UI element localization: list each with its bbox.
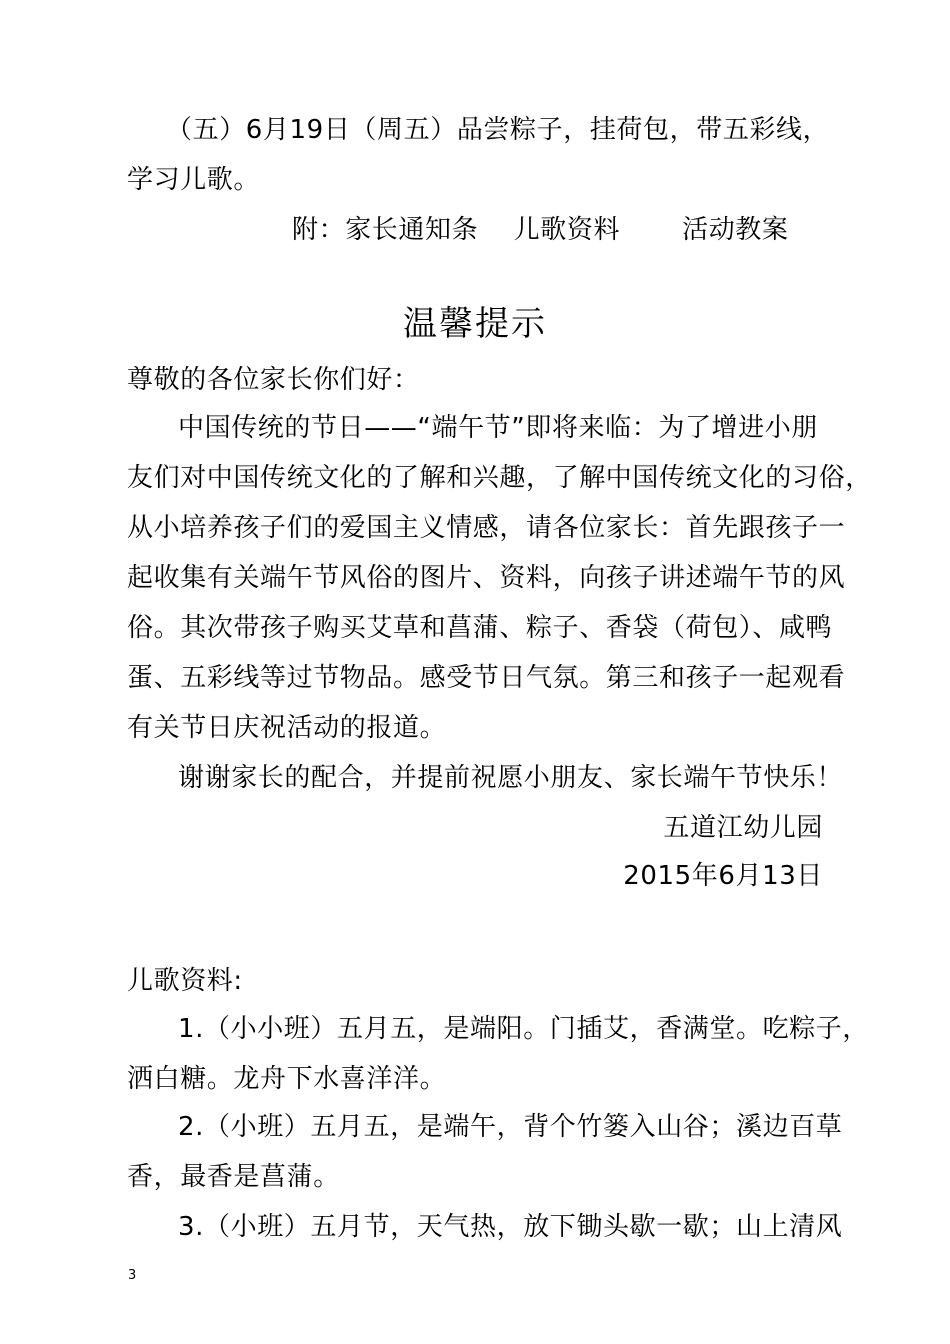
song-line: 1.（小小班）五月五，是端阳。门插艾，香满堂。吃粽子， — [178, 1014, 870, 1044]
page-number: 3 — [128, 1268, 137, 1283]
notice-greeting: 尊敬的各位家长你们好： — [127, 365, 420, 395]
notice-paragraph-line: 中国传统的节日——“端午节”即将来临：为了增进小朋 — [178, 413, 818, 443]
notice-date: 2015年6月13日 — [623, 861, 823, 891]
notice-paragraph-line: 从小培养孩子们的爱国主义情感，请各位家长：首先跟孩子一 — [127, 513, 846, 543]
notice-paragraph-line: 蛋、五彩线等过节物品。感受节日气氛。第三和孩子一起观看 — [127, 663, 846, 693]
song-line: 3.（小班）五月节，天气热，放下锄头歇一歇；山上清风 — [178, 1212, 843, 1242]
songs-heading: 儿歌资料: — [127, 966, 243, 996]
section-five-line-2: 学习儿歌。 — [127, 165, 261, 195]
song-line: 洒白糖。龙舟下水喜洋洋。 — [127, 1064, 447, 1094]
notice-paragraph-line: 俗。其次带孩子购买艾草和菖蒲、粽子、香袋（荷包）、咸鸭 — [127, 613, 833, 643]
song-line: 香，最香是菖蒲。 — [127, 1162, 340, 1192]
notice-paragraph-line: 有关节日庆祝活动的报道。 — [127, 713, 447, 743]
notice-paragraph-line: 友们对中国传统文化的了解和兴趣，了解中国传统文化的习俗， — [127, 463, 872, 493]
notice-paragraph-line: 起收集有关端午节风俗的图片、资料，向孩子讲述端午节的风 — [127, 563, 846, 593]
notice-thanks: 谢谢家长的配合，并提前祝愿小朋友、家长端午节快乐！ — [178, 763, 844, 793]
song-line: 2.（小班）五月五，是端午，背个竹篓入山谷；溪边百草 — [178, 1112, 843, 1142]
notice-title: 温馨提示 — [403, 304, 547, 344]
appendix-line: 附：家长通知条 儿歌资料 活动教案 — [292, 215, 789, 245]
notice-signature: 五道江幼儿园 — [663, 813, 823, 843]
section-five-line-1: （五）6月19日（周五）品尝粽子，挂荷包，带五彩线， — [166, 115, 830, 145]
